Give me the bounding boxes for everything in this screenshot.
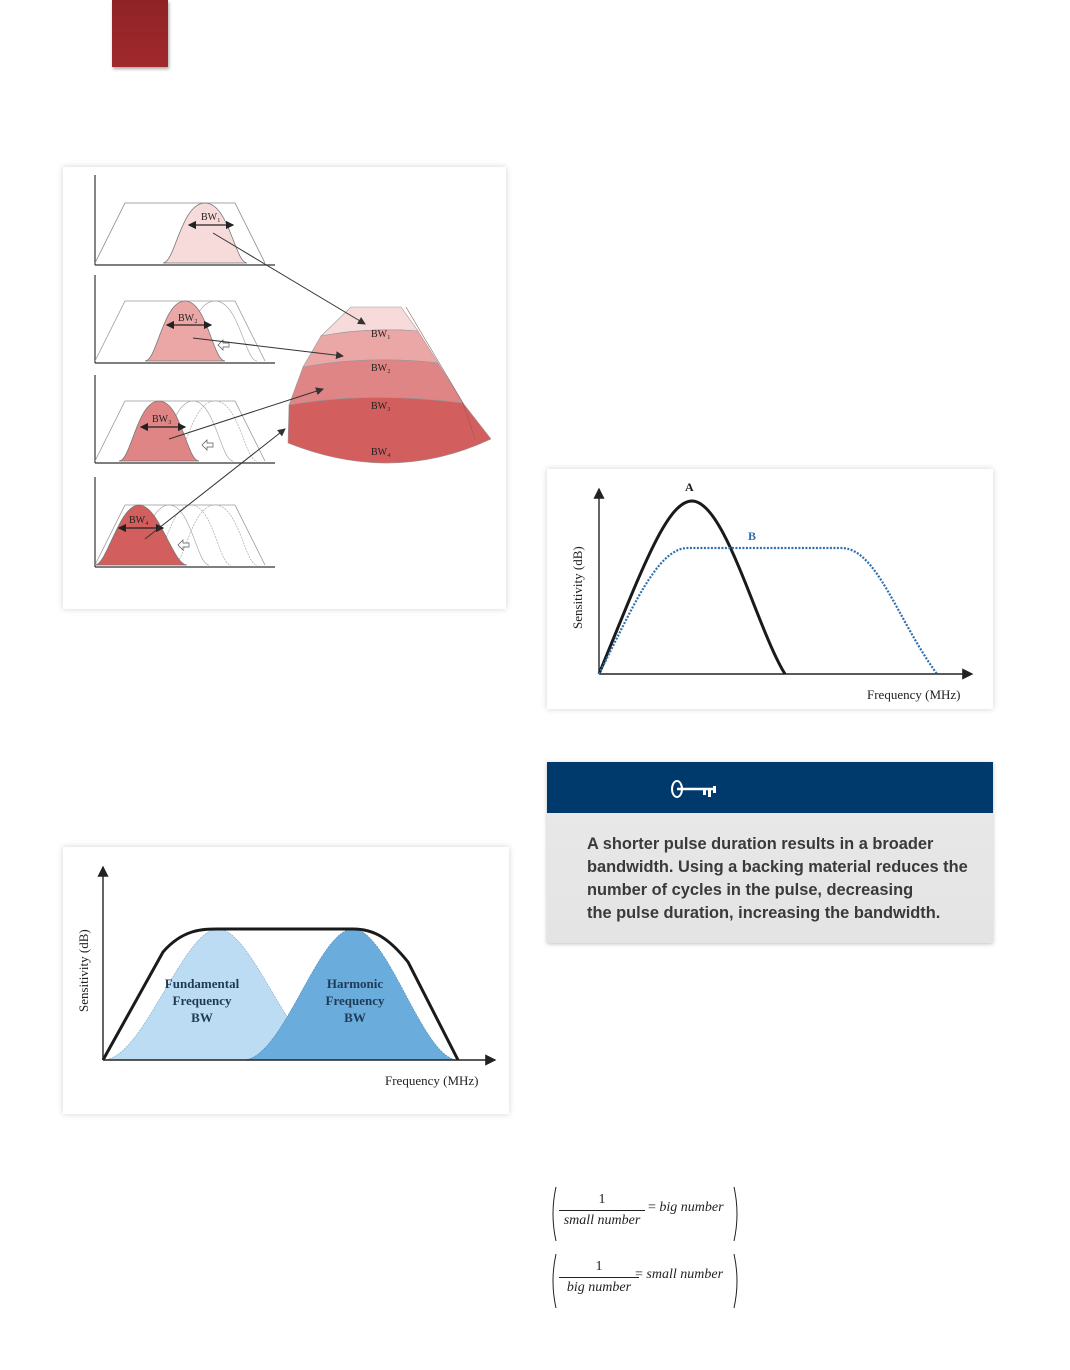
chapter-tab-marker (112, 0, 168, 67)
reciprocal-formula-2 (549, 1253, 741, 1311)
fundamental-label-line-3: BW (191, 1010, 213, 1025)
bw-panel-1-label: BW₁ (201, 212, 221, 223)
key-text-line-2: bandwidth. Using a backing material reduces the (587, 858, 968, 876)
equals-sign: = (648, 1200, 656, 1215)
harmonic-label-line-3: BW (344, 1010, 366, 1025)
x-axis-label: Frequency (MHz) (385, 1073, 479, 1088)
left-paren (549, 1186, 557, 1242)
numerator: 1 (595, 1259, 603, 1274)
reciprocal-formula-1 (549, 1186, 741, 1244)
bw-panel-4 (95, 477, 275, 567)
bandwidth-beam-figure (63, 167, 506, 609)
equals-sign: = (635, 1267, 643, 1282)
fundamental-label-line-2: Frequency (172, 993, 232, 1008)
fan-label-3: BW₃ (371, 401, 391, 412)
formula-result (635, 1267, 723, 1283)
denominator: big number (566, 1280, 632, 1295)
series-a-label: A (685, 480, 694, 494)
bandwidth-beam-svg (63, 167, 506, 609)
bw-fan (288, 307, 491, 463)
bw-panel-4-label: BW₄ (129, 515, 149, 526)
key-text-line-1: A shorter pulse duration results in a broader (587, 835, 934, 853)
fan-label-1: BW₁ (371, 329, 391, 340)
fraction (559, 1259, 639, 1296)
pulse-bandwidth-svg (547, 469, 993, 709)
result-text: big number (659, 1200, 724, 1215)
numerator: 1 (598, 1192, 606, 1207)
y-axis-label: Sensitivity (dB) (570, 546, 585, 629)
pulse-bandwidth-chart (547, 469, 993, 709)
fundamental-label-line-1: Fundamental (164, 976, 240, 991)
key-concept-box (547, 762, 993, 943)
curve-b (599, 548, 937, 674)
key-text-line-3: number of cycles in the pulse, decreasing (587, 881, 914, 899)
formula-result (648, 1200, 724, 1216)
fan-label-4: BW₄ (371, 447, 391, 458)
denominator: small number (563, 1213, 641, 1228)
y-axis-label: Sensitivity (dB) (76, 929, 91, 1012)
left-paren (549, 1253, 557, 1309)
bw-panel-2 (95, 275, 275, 363)
bw-panel-3 (95, 375, 275, 463)
bw-panel-1 (95, 175, 275, 265)
harmonic-bandwidth-svg (63, 847, 509, 1114)
x-axis-label: Frequency (MHz) (867, 687, 961, 702)
key-icon (669, 776, 719, 802)
fan-label-2: BW₂ (371, 363, 391, 374)
fraction (559, 1192, 645, 1229)
key-concept-text (547, 813, 993, 925)
harmonic-label-line-2: Frequency (325, 993, 385, 1008)
bw-panel-2-label: BW₂ (178, 313, 198, 324)
bw-panel-3-label: BW₃ (152, 414, 172, 425)
harmonic-label-line-1: Harmonic (326, 976, 384, 991)
key-box-header (547, 762, 993, 813)
right-paren (733, 1253, 741, 1309)
key-text-line-4: the pulse duration, increasing the bandwidth. (587, 904, 941, 922)
right-paren (733, 1186, 741, 1242)
harmonic-bandwidth-chart (63, 847, 509, 1114)
result-text: small number (646, 1267, 724, 1282)
curve-a (599, 501, 785, 674)
series-b-label: B (748, 529, 757, 543)
